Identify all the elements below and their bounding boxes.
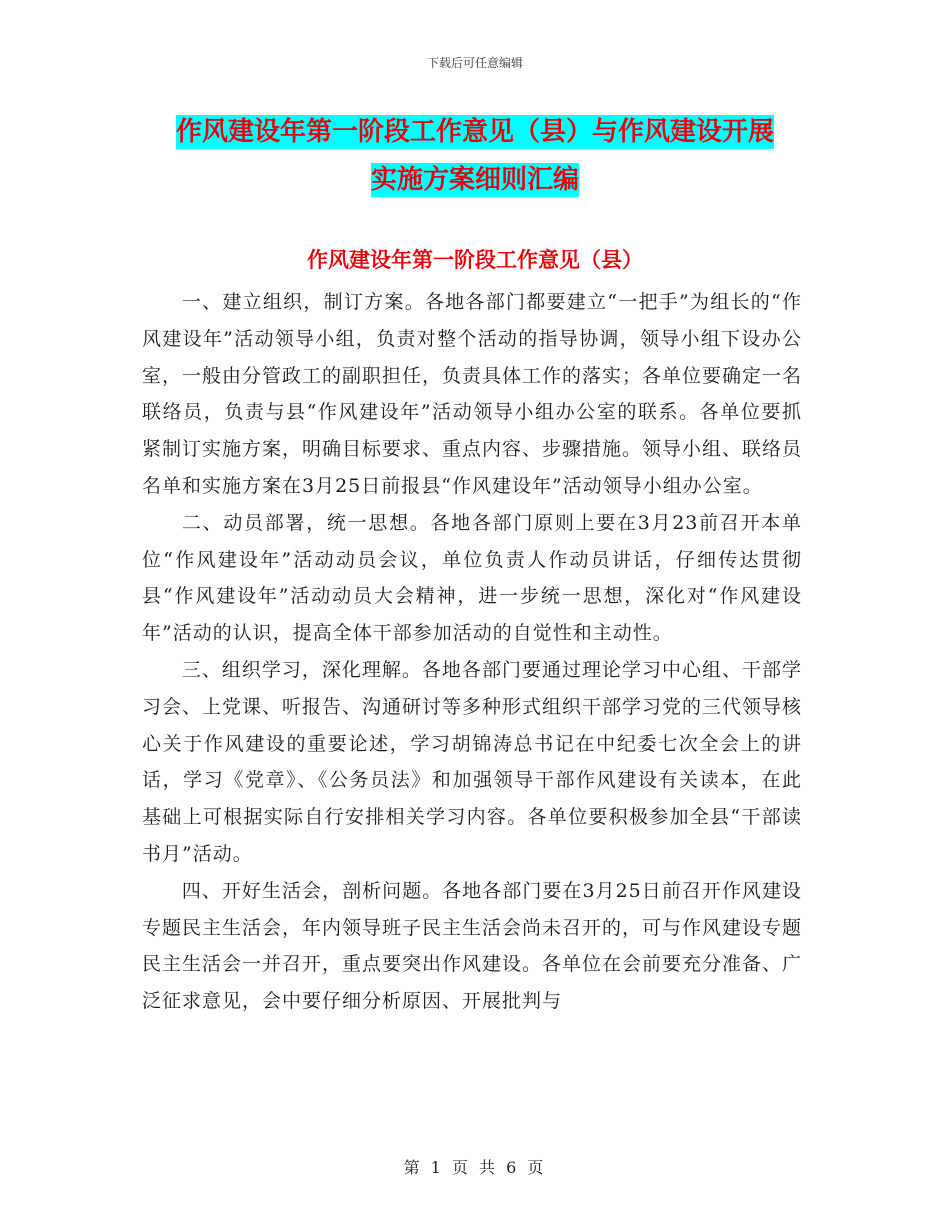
paragraph-1: 一、建立组织，制订方案。各地各部门都要建立“一把手”为组长的“作风建设年”活动领导小组，负责对整个活动的指导协调，领导小组下设办公室，一般由分管政工的副职担任，负责具体工作的落实；各单位要确定一名联络员，负责与县“作风建设年”活动领导小组办公室的联系。各单位要抓紧制订实施方案，明确目标要求、重点内容、步骤措施。领导小组、联络员名单和实施方案在3月25日前报县“作风建设年”活动领导小组办公室。 (142, 291, 803, 497)
header-note: 下载后可任意编辑 (426, 56, 523, 70)
paragraph-2: 二、动员部署，统一思想。各地各部门原则上要在3月23前召开本单位“作风建设年”活动动员会议，单位负责人作动员讲话，仔细传达贯彻县“作风建设年”活动动员大会精神，进一步统一思想，深化对“作风建设年”活动的认识，提高全体干部参加活动的自觉性和主动性。 (142, 511, 802, 645)
title-line-2: 实施方案细则汇编 (370, 165, 579, 195)
document-title (0, 108, 950, 204)
body-text (142, 284, 802, 1020)
title-line-1: 作风建设年第一阶段工作意见（县）与作风建设开展 (175, 117, 774, 147)
page-footer: 第 1 页 共 6 页 (403, 1158, 547, 1177)
paragraph-3: 三、组织学习，深化理解。各地各部门要通过理论学习中心组、干部学习会、上党课、听报告、沟通研讨等多种形式组织干部学习党的三代领导核心关于作风建设的重要论述，学习胡锦涛总书记在中纪委七次全会上的讲话，学习《党章》、《公务员法》和加强领导干部作风建设有关读本，在此基础上可根据实际自行安排相关学习内容。各单位要积极参加全县“干部读书月”活动。 (142, 658, 803, 865)
paragraph-4: 四、开好生活会，剖析问题。各地各部门要在3月25日前召开作风建设专题民主生活会，年内领导班子民主生活会尚未召开的，可与作风建设专题民主生活会一并召开，重点要突出作风建设。各单位在会前要充分准备、广泛征求意见，会中要仔细分析原因、开展批判与 (142, 879, 803, 1013)
section-title: 作风建设年第一阶段工作意见（县） (307, 248, 643, 272)
